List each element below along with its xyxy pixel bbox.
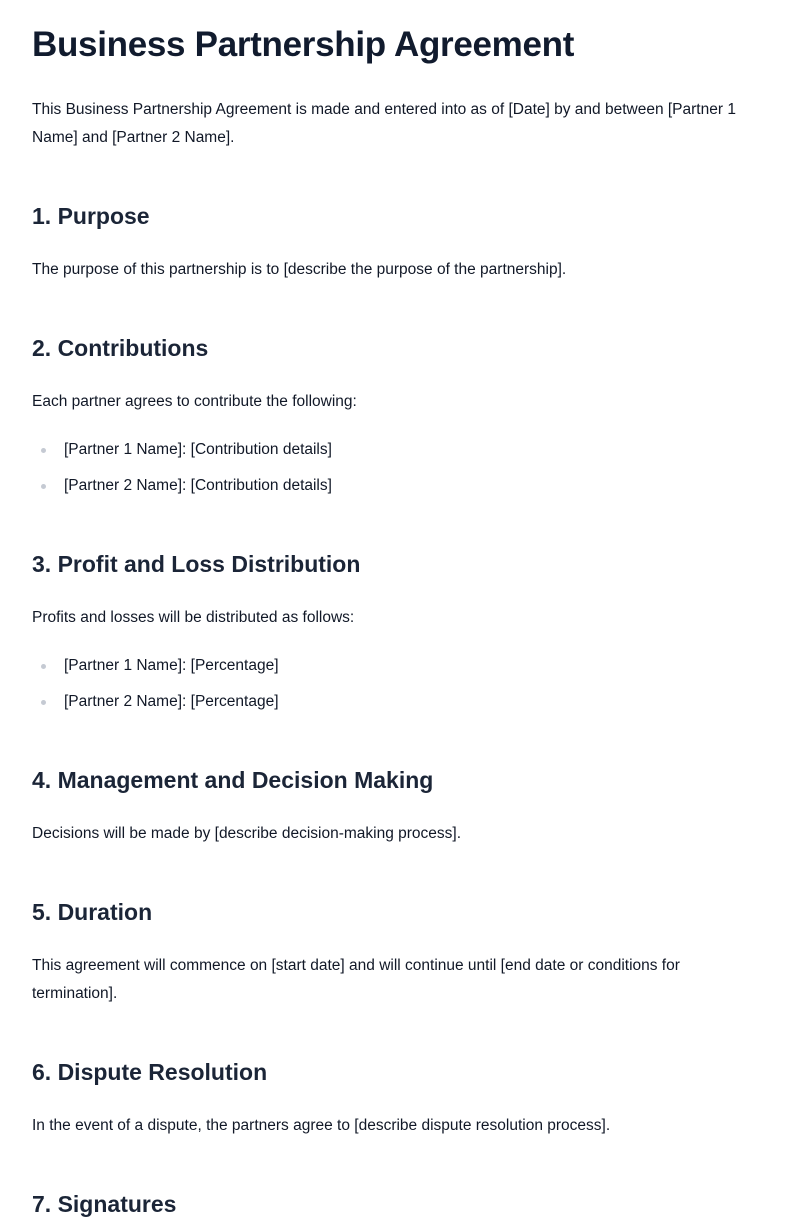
section-heading-management: 4. Management and Decision Making (32, 767, 434, 793)
contributions-list (32, 439, 332, 511)
section-text-dispute-resolution: In the event of a dispute, the partners agree to [describe dispute resolution process]. (32, 1117, 611, 1134)
section-heading-purpose: 1. Purpose (32, 203, 150, 229)
section-text-purpose: The purpose of this partnership is to [describe the purpose of the partnership]. (32, 261, 567, 278)
list-item-text: [Partner 2 Name]: [Percentage] (64, 693, 279, 710)
list-item (32, 655, 279, 677)
document-title: Business Partnership Agreement (32, 25, 575, 64)
bullet-icon (41, 448, 46, 453)
section-heading-signatures: 7. Signatures (32, 1191, 177, 1217)
section-heading-duration: 5. Duration (32, 899, 153, 925)
bullet-icon (41, 664, 46, 669)
section-text-management: Decisions will be made by [describe decision-making process]. (32, 825, 462, 842)
list-item (32, 691, 279, 713)
list-item-text: [Partner 1 Name]: [Percentage] (64, 657, 279, 674)
profit-loss-list (32, 655, 279, 727)
list-item-text: [Partner 1 Name]: [Contribution details] (64, 441, 332, 458)
section-heading-profit-loss: 3. Profit and Loss Distribution (32, 551, 361, 577)
section-text-profit-loss: Profits and losses will be distributed as follows: (32, 609, 355, 626)
bullet-icon (41, 484, 46, 489)
list-item-text: [Partner 2 Name]: [Contribution details] (64, 477, 332, 494)
section-text-duration: This agreement will commence on [start date] and will continue until [end date or conditions for termination]. (32, 957, 680, 1002)
list-item (32, 439, 332, 461)
list-item (32, 475, 332, 497)
intro-paragraph: This Business Partnership Agreement is made and entered into as of [Date] by and between [Partner 1 Name] and [Partner 2 Name]. (32, 101, 736, 146)
section-heading-contributions: 2. Contributions (32, 335, 209, 361)
bullet-icon (41, 700, 46, 705)
section-text-contributions: Each partner agrees to contribute the following: (32, 393, 357, 410)
section-heading-dispute-resolution: 6. Dispute Resolution (32, 1059, 268, 1085)
